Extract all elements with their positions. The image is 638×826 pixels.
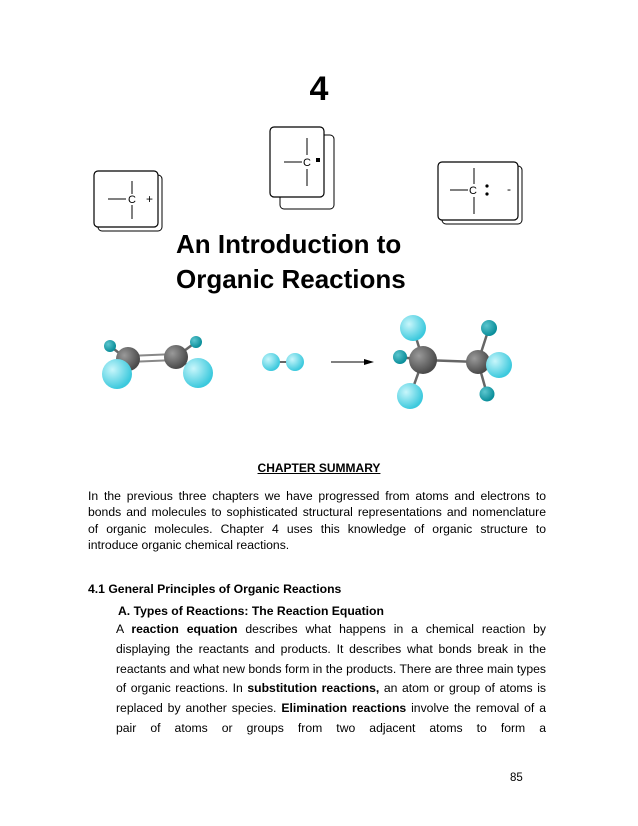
body-text-3: an atom or group of atoms is replaced by another species. <box>116 681 547 716</box>
term-substitution-reactions: substitution reactions, <box>247 681 380 696</box>
summary-paragraph: In the previous three chapters we have progressed from atoms and electrons to bonds and molecules to sophisticated structural representations and nomenclature of organic molecules. Chapter 4 uses this knowledge of organic structure to introduce organic chemical reactions. <box>88 489 546 552</box>
body-text-2: describes what happens in a chemical reaction by displaying the reactants and products. It describes what bonds break in the reactants and what new bonds form in the products. There are three main types of organic reactions. In <box>116 622 547 696</box>
radical-atom-label: C <box>303 157 311 169</box>
reaction-arrow-icon <box>331 359 374 365</box>
reaction-illustration <box>0 305 638 425</box>
radical-icon <box>270 127 334 209</box>
chapter-title-line-2: Organic Reactions <box>176 264 406 294</box>
chapter-title-line-1: An Introduction to <box>176 229 402 259</box>
page-number: 85 <box>510 772 523 784</box>
carbocation-charge: + <box>146 192 154 206</box>
term-elimination-reactions: Elimination reactions <box>281 701 407 716</box>
carbocation-atom-label: C <box>128 194 136 206</box>
term-reaction-equation: reaction equation <box>131 622 238 636</box>
carbocation-icon <box>94 171 162 231</box>
chapter-number: 4 <box>309 70 329 108</box>
alkene-molecule <box>102 336 213 389</box>
carbanion-atom-label: C <box>469 185 477 197</box>
product-molecule <box>393 315 512 409</box>
carbanion-charge: - <box>507 182 511 196</box>
body-text-1: A <box>116 622 132 636</box>
section-body <box>116 620 546 739</box>
diatomic-molecule <box>262 353 304 371</box>
carbanion-icon <box>438 162 522 224</box>
body-text-4: involve the removal of a pair of atoms or groups from two adjacent atoms to form a <box>116 701 546 735</box>
summary-heading: CHAPTER SUMMARY <box>257 461 381 475</box>
subsection-heading: A. Types of Reactions: The Reaction Equation <box>118 604 384 618</box>
section-heading: 4.1 General Principles of Organic Reactions <box>88 582 342 596</box>
